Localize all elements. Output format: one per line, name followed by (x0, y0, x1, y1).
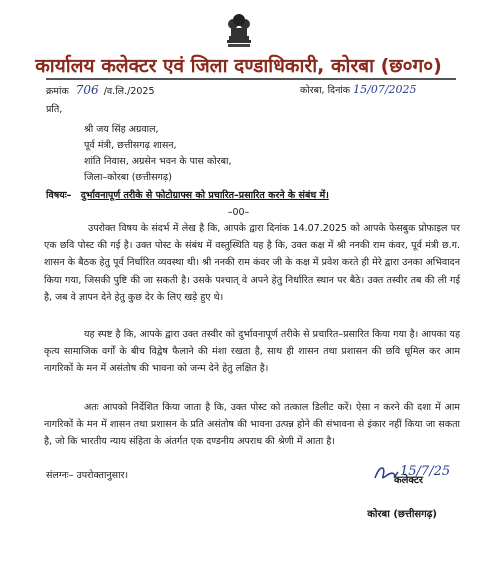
handwritten-date: 15/7/25 (400, 464, 451, 479)
signatory-place: कोरबा (छत्तीसगढ़) (367, 509, 437, 520)
recipient-line-3: शांति निवास, अग्रसेन भवन के पास कोरबा, (84, 156, 232, 167)
paragraph-2: यह स्पष्ट है कि, आपके द्वारा उक्त तस्वीर को दुर्भावनापूर्ण तरीके से प्रचारित–प्रसारित किया गया है। आपका यह कृत्य सामाजिक वर्गों के बीच विद्वेष फैलाने की मंशा रखता है, साथ ही शासन तथा प्रशासन की छवि धूमिल कर आम नागरिकों के मन में असंतोष की भावना को जन्म देने हेतु लक्षित है। (44, 329, 460, 375)
reference-number: क्रमांक 706 /व.लि./2025 (46, 83, 155, 97)
header-divider (46, 78, 456, 80)
recipient-line-2: पूर्व मंत्री, छत्तीसगढ़ शासन, (84, 140, 177, 151)
recipient-name: श्री जय सिंह अग्रवाल, (84, 124, 159, 135)
office-title: कार्यालय कलेक्टर एवं जिला दण्डाधिकारी, कोरबा (छ०ग०) (35, 55, 442, 77)
signatory-designation: कलेक्टर (393, 475, 423, 486)
paragraph-1: उपरोक्त विषय के संदर्भ में लेख है कि, आपके द्वारा दिनांक 14.07.2025 को आपके फेसबुक प्रोफाइल पर एक छवि पोस्ट की गई है। उक्त पोस्ट के संबंध में वस्तुस्थिति यह है कि, उक्त कक्ष में श्री ननकी राम कंवर, पूर्व मंत्री छ.ग. शासन के बैठक हेतु पूर्व निर्धारित व्यवस्था थी। श्री ननकी राम कंवर जी के कक्ष में प्रवेश करते ही मेरे द्वारा उनका अभिवादन किया गया, जिसकी पुष्टि की जा सकती है। उसके पश्चात् वे अपने हेतु निर्धारित स्थान पर बैठे। उक्त तस्वीर तब की ली गई है, जब वे ज्ञापन देने हेतु कुछ देर के लिए खड़े हुए थे। (44, 223, 460, 303)
paragraph-3: अतः आपको निर्देशित किया जाता है कि, उक्त पोस्ट को तत्काल डिलीट करें। ऐसा न करने की दशा में आम नागरिकों के मन में शासन तथा प्रशासन के प्रति असंतोष की भावना उत्पन्न होने की संभावना से इंकार नहीं किया जा सकता है, जो कि भारतीय न्याय संहिता के अंतर्गत एक दण्डनीय अपराध की श्रेणी में आता है। (44, 402, 460, 448)
state-emblem-icon (220, 6, 258, 50)
subject-line: विषयः– दुर्भावनापूर्ण तरीके से फोटोग्राफ्स को प्रचारित–प्रसारित करने के संबंध में। (46, 190, 329, 201)
separator: –00– (227, 207, 250, 218)
enclosure-line: संलग्नः– उपरोक्तानुसार। (46, 470, 129, 481)
date-line: कोरबा, दिनांक 15/07/2025 (300, 83, 417, 96)
prati-label: प्रति, (46, 104, 63, 115)
recipient-line-4: जिला–कोरबा (छत्तीसगढ़) (84, 172, 172, 183)
